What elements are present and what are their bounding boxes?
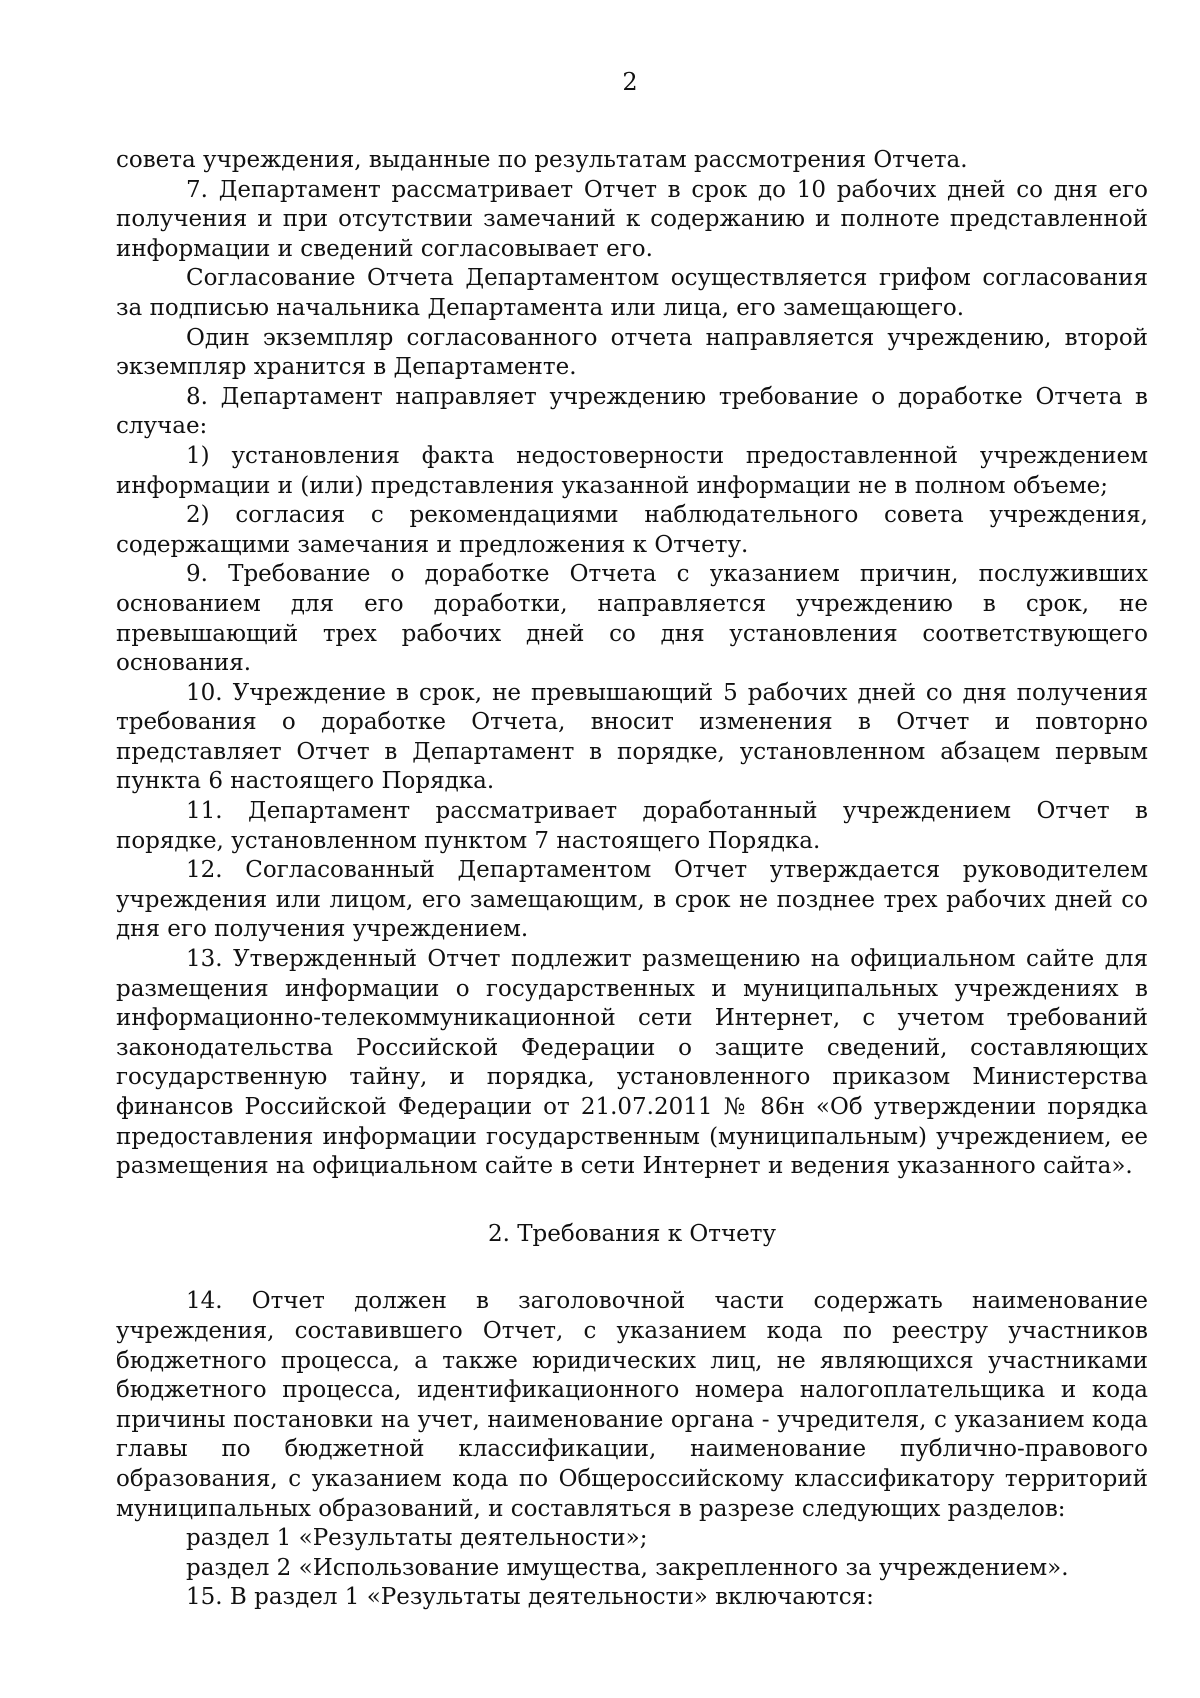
page-number: 2 bbox=[622, 68, 638, 96]
paragraph-continuation: совета учреждения, выданные по результатам рассмотрения Отчета. bbox=[116, 147, 968, 173]
paragraph-item-8-sub-2: 2) согласия с рекомендациями наблюдательного совета учреждения, содержащими замечания и предложения к Отчету. bbox=[116, 502, 1148, 558]
paragraph-item-12: 12. Согласованный Департаментом Отчет утверждается руководителем учреждения или лицом, его замещающим, в срок не позднее трех рабочих дней со дня его получения учреждением. bbox=[116, 857, 1148, 943]
paragraph-approval-stamp: Согласование Отчета Департаментом осуществляется грифом согласования за подписью начальника Департамента или лица, его замещающего. bbox=[116, 265, 1148, 321]
paragraph-item-8-sub-1: 1) установления факта недостоверности предоставленной учреждением информации и (или) представления указанной информации не в полном объеме; bbox=[116, 442, 1148, 499]
paragraph-item-13: 13. Утвержденный Отчет подлежит размещению на официальном сайте для размещения информации о государственных и муниципальных учреждениях в информационно-телекоммуникационной сети Интернет, с учетом требований законодательства Российской Федерации о защите сведений, составляющих государственную тайну, и порядка, установленного приказом Министерства финансов Российской Федерации от 21.07.2011 № 86н «Об утверждении порядка предоставления информации государственным (муниципальным) учреждением, ее размещения на официальном сайте в сети Интернет и ведения указанного сайта». bbox=[116, 946, 1148, 1180]
paragraph-section-2: раздел 2 «Использование имущества, закрепленного за учреждением». bbox=[186, 1554, 1069, 1581]
paragraph-item-15: 15. В раздел 1 «Результаты деятельности» включаются: bbox=[186, 1584, 874, 1611]
paragraph-item-14: 14. Отчет должен в заголовочной части содержать наименование учреждения, составившего Отчет, с указанием кода по реестру участников бюджетного процесса, а также юридических лиц, не являющихся участниками бюджетного процесса, идентификационного номера налогоплательщика и кода причины постановки на учет, наименование органа - учредителя, с указанием кода главы по бюджетной классификации, наименование публично-правового образования, с указанием кода по Общероссийскому классификатору территорий муниципальных образований, и составляться в разрезе следующих разделов: bbox=[116, 1288, 1148, 1522]
paragraph-item-8: 8. Департамент направляет учреждению требование о доработке Отчета в случае: bbox=[116, 383, 1148, 440]
paragraph-section-1: раздел 1 «Результаты деятельности»; bbox=[186, 1525, 648, 1552]
paragraph-item-7: 7. Департамент рассматривает Отчет в срок до 10 рабочих дней со дня его получения и при отсутствии замечаний к содержанию и полноте представленной информации и сведений согласовывает его. bbox=[116, 176, 1148, 262]
paragraph-item-9: 9. Требование о доработке Отчета с указанием причин, послуживших основанием для его доработки, направляется учреждению в срок, не превышающий трех рабочих дней со дня установления соответствующего основания. bbox=[116, 561, 1148, 677]
bottom-paragraphs bbox=[116, 1287, 1148, 1613]
section-heading: 2. Требования к Отчету bbox=[487, 1220, 777, 1247]
paragraph-item-11: 11. Департамент рассматривает доработанный учреждением Отчет в порядке, установленном пунктом 7 настоящего Порядка. bbox=[116, 798, 1148, 854]
paragraph-item-10: 10. Учреждение в срок, не превышающий 5 рабочих дней со дня получения требования о доработке Отчета, вносит изменения в Отчет и повторно представляет Отчет в Департамент в порядке, установленном абзацем первым пункта 6 настоящего Порядка. bbox=[116, 679, 1148, 795]
document-body bbox=[116, 146, 1148, 1613]
paragraph-copies: Один экземпляр согласованного отчета направляется учреждению, второй экземпляр хранится в Департаменте. bbox=[116, 324, 1148, 381]
top-paragraphs bbox=[116, 146, 1148, 1182]
